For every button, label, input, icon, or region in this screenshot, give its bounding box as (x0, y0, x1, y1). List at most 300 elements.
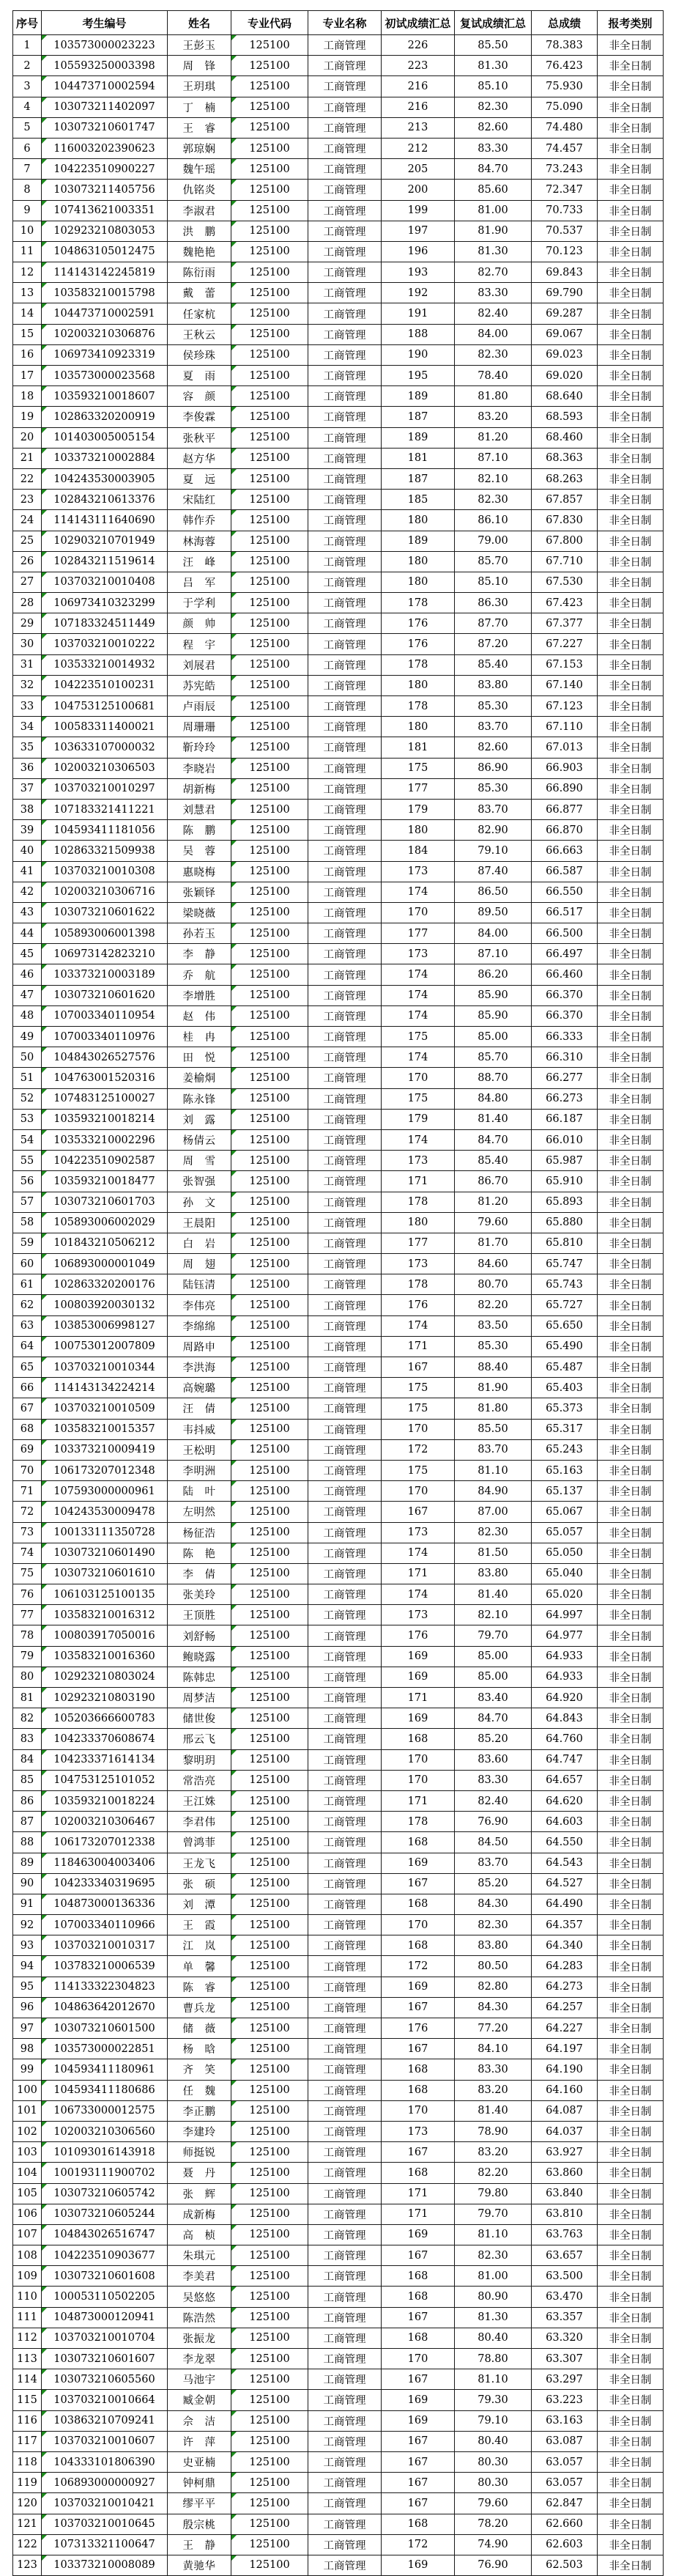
cell-index: 28 (13, 593, 42, 613)
cell-major-name: 工商管理 (308, 1357, 382, 1378)
cell-total-score: 64.490 (532, 1894, 598, 1914)
cell-name: 李美君 (168, 2266, 231, 2287)
cell-major-code: 125100 (231, 717, 308, 737)
cell-index: 87 (13, 1812, 42, 1832)
cell-major-name: 工商管理 (308, 1770, 382, 1790)
cell-major-code: 125100 (231, 1315, 308, 1336)
cell-candidate-id: 103703210010308 (42, 861, 168, 882)
table-row (13, 778, 664, 799)
cell-category: 非全日制 (598, 1192, 664, 1212)
cell-major-name: 工商管理 (308, 1336, 382, 1357)
cell-category: 非全日制 (598, 386, 664, 407)
cell-major-code: 125100 (231, 2059, 308, 2080)
cell-initial-score: 199 (382, 200, 455, 221)
cell-initial-score: 170 (382, 902, 455, 923)
cell-major-name: 工商管理 (308, 1027, 382, 1047)
green-corner-triangle-icon (42, 1295, 47, 1300)
cell-major-name: 工商管理 (308, 2018, 382, 2039)
cell-total-score: 66.277 (532, 1068, 598, 1088)
cell-retest-score: 79.70 (455, 1625, 532, 1646)
green-corner-triangle-icon (231, 1440, 237, 1445)
cell-total-score: 64.283 (532, 1956, 598, 1977)
cell-major-code: 125100 (231, 1068, 308, 1088)
cell-retest-score: 82.40 (455, 303, 532, 324)
cell-name: 洪 鹏 (168, 221, 231, 241)
table-row (13, 2514, 664, 2534)
cell-name: 陈浩然 (168, 2307, 231, 2328)
cell-major-code: 125100 (231, 2390, 308, 2410)
cell-name: 王江姝 (168, 1790, 231, 1811)
cell-retest-score: 83.40 (455, 1688, 532, 1708)
green-corner-triangle-icon (42, 2493, 47, 2498)
cell-major-name: 工商管理 (308, 2514, 382, 2534)
table-row (13, 2080, 664, 2100)
green-corner-triangle-icon (231, 1543, 237, 1549)
cell-index: 56 (13, 1171, 42, 1192)
cell-category: 非全日制 (598, 2555, 664, 2575)
cell-major-code: 125100 (231, 2121, 308, 2141)
cell-name: 李晓岩 (168, 758, 231, 778)
cell-total-score: 69.023 (532, 344, 598, 365)
cell-name: 杨 晗 (168, 2039, 231, 2059)
cell-retest-score: 84.70 (455, 159, 532, 180)
table-row (13, 2328, 664, 2348)
cell-category: 非全日制 (598, 1956, 664, 1977)
cell-candidate-id: 103583210015798 (42, 283, 168, 303)
green-corner-triangle-icon (231, 986, 237, 991)
cell-initial-score: 178 (382, 696, 455, 717)
table-row (13, 1522, 664, 1543)
cell-retest-score: 81.90 (455, 221, 532, 241)
cell-major-code: 125100 (231, 262, 308, 283)
cell-initial-score: 180 (382, 820, 455, 841)
cell-category: 非全日制 (598, 510, 664, 531)
cell-retest-score: 83.80 (455, 675, 532, 695)
cell-index: 7 (13, 159, 42, 180)
cell-name: 李正鹏 (168, 2100, 231, 2121)
cell-major-code: 125100 (231, 2493, 308, 2514)
cell-name: 郭琼娴 (168, 138, 231, 158)
cell-category: 非全日制 (598, 2039, 664, 2059)
green-corner-triangle-icon (231, 2122, 237, 2127)
cell-major-code: 125100 (231, 964, 308, 985)
cell-major-name: 工商管理 (308, 56, 382, 76)
cell-major-name: 工商管理 (308, 675, 382, 695)
cell-major-name: 工商管理 (308, 510, 382, 531)
cell-name: 靳玲玲 (168, 737, 231, 758)
green-corner-triangle-icon (231, 2432, 237, 2437)
green-corner-triangle-icon (231, 1420, 237, 1425)
cell-total-score: 64.620 (532, 1790, 598, 1811)
cell-retest-score: 87.70 (455, 613, 532, 634)
green-corner-triangle-icon (231, 779, 237, 784)
cell-candidate-id: 103073210601490 (42, 1543, 168, 1563)
cell-candidate-id: 105203666600783 (42, 1708, 168, 1729)
cell-name: 张秋平 (168, 427, 231, 448)
cell-name: 吴 蓉 (168, 841, 231, 861)
green-corner-triangle-icon (42, 1956, 47, 1961)
cell-name: 宋陆红 (168, 490, 231, 510)
green-corner-triangle-icon (42, 1750, 47, 1755)
cell-major-name: 工商管理 (308, 2204, 382, 2224)
cell-major-code: 125100 (231, 1688, 308, 1708)
cell-retest-score: 79.00 (455, 531, 532, 551)
cell-category: 非全日制 (598, 1419, 664, 1439)
green-corner-triangle-icon (42, 1213, 47, 1218)
cell-candidate-id: 100053110502205 (42, 2287, 168, 2307)
cell-initial-score: 169 (382, 1853, 455, 1873)
cell-major-name: 工商管理 (308, 778, 382, 799)
cell-retest-score: 83.30 (455, 2059, 532, 2080)
cell-total-score: 66.663 (532, 841, 598, 861)
cell-candidate-id: 103703210010408 (42, 572, 168, 592)
cell-index: 21 (13, 448, 42, 468)
cell-total-score: 66.517 (532, 902, 598, 923)
cell-retest-score: 78.90 (455, 2121, 532, 2141)
green-corner-triangle-icon (231, 655, 237, 660)
cell-candidate-id: 103703210010664 (42, 2390, 168, 2410)
table-row (13, 1171, 664, 1192)
cell-major-name: 工商管理 (308, 180, 382, 200)
score-table-sheet (12, 10, 664, 2576)
cell-total-score: 65.040 (532, 1563, 598, 1584)
cell-initial-score: 167 (382, 1502, 455, 1522)
cell-candidate-id: 103703210010645 (42, 2514, 168, 2534)
cell-name: 陈韩忠 (168, 1667, 231, 1687)
cell-name: 汪 倩 (168, 1398, 231, 1419)
cell-category: 非全日制 (598, 407, 664, 427)
table-row (13, 1460, 664, 1480)
cell-major-code: 125100 (231, 2142, 308, 2163)
cell-index: 83 (13, 1729, 42, 1749)
green-corner-triangle-icon (42, 1605, 47, 1610)
cell-category: 非全日制 (598, 1336, 664, 1357)
cell-major-name: 工商管理 (308, 1460, 382, 1480)
cell-major-name: 工商管理 (308, 1708, 382, 1729)
table-row (13, 841, 664, 861)
cell-initial-score: 174 (382, 1543, 455, 1563)
cell-initial-score: 173 (382, 1522, 455, 1543)
cell-name: 高 桢 (168, 2224, 231, 2245)
cell-total-score: 63.860 (532, 2163, 598, 2183)
cell-name: 张 硕 (168, 1873, 231, 1894)
cell-candidate-id: 102003210306716 (42, 882, 168, 902)
green-corner-triangle-icon (42, 407, 47, 412)
cell-name: 胡新梅 (168, 778, 231, 799)
table-row (13, 2266, 664, 2287)
cell-category: 非全日制 (598, 2204, 664, 2224)
cell-major-name: 工商管理 (308, 964, 382, 985)
green-corner-triangle-icon (231, 35, 237, 40)
cell-category: 非全日制 (598, 448, 664, 468)
green-corner-triangle-icon (42, 1378, 47, 1383)
cell-category: 非全日制 (598, 97, 664, 117)
green-corner-triangle-icon (42, 1274, 47, 1280)
table-row (13, 531, 664, 551)
green-corner-triangle-icon (42, 1502, 47, 1507)
cell-category: 非全日制 (598, 1605, 664, 1625)
cell-name: 韩作乔 (168, 510, 231, 531)
green-corner-triangle-icon (42, 882, 47, 887)
column-header-category: 报考类别 (598, 11, 664, 35)
green-corner-triangle-icon (42, 1584, 47, 1590)
green-corner-triangle-icon (42, 97, 47, 103)
cell-candidate-id: 102903210701949 (42, 531, 168, 551)
cell-name: 张 辉 (168, 2183, 231, 2204)
cell-name: 周 翅 (168, 1254, 231, 1274)
cell-initial-score: 180 (382, 510, 455, 531)
green-corner-triangle-icon (231, 1935, 237, 1941)
cell-major-name: 工商管理 (308, 1233, 382, 1253)
cell-major-code: 125100 (231, 448, 308, 468)
cell-major-name: 工商管理 (308, 2163, 382, 2183)
table-row (13, 344, 664, 365)
cell-retest-score: 78.80 (455, 2349, 532, 2369)
cell-retest-score: 83.50 (455, 1315, 532, 1336)
cell-candidate-id: 102003210306560 (42, 2121, 168, 2141)
cell-retest-score: 82.30 (455, 97, 532, 117)
cell-major-code: 125100 (231, 427, 308, 448)
green-corner-triangle-icon (42, 56, 47, 61)
cell-major-code: 125100 (231, 1873, 308, 1894)
cell-category: 非全日制 (598, 427, 664, 448)
cell-index: 45 (13, 944, 42, 964)
cell-retest-score: 84.30 (455, 1997, 532, 2018)
green-corner-triangle-icon (42, 180, 47, 185)
cell-index: 121 (13, 2514, 42, 2534)
green-corner-triangle-icon (42, 964, 47, 970)
cell-category: 非全日制 (598, 841, 664, 861)
cell-total-score: 68.263 (532, 468, 598, 489)
cell-total-score: 64.997 (532, 1605, 598, 1625)
green-corner-triangle-icon (42, 531, 47, 536)
table-row (13, 97, 664, 117)
cell-category: 非全日制 (598, 344, 664, 365)
cell-major-name: 工商管理 (308, 2142, 382, 2163)
cell-name: 魏艳艳 (168, 241, 231, 262)
green-corner-triangle-icon (231, 717, 237, 722)
cell-name: 姜榆烔 (168, 1068, 231, 1088)
green-corner-triangle-icon (231, 1233, 237, 1239)
cell-initial-score: 175 (382, 1088, 455, 1109)
cell-candidate-id: 102003210306467 (42, 1812, 168, 1832)
cell-candidate-id: 107313321100647 (42, 2534, 168, 2555)
table-row (13, 1047, 664, 1068)
cell-index: 29 (13, 613, 42, 634)
cell-category: 非全日制 (598, 2307, 664, 2328)
cell-category: 非全日制 (598, 1853, 664, 1873)
green-corner-triangle-icon (42, 1089, 47, 1094)
green-corner-triangle-icon (231, 593, 237, 598)
cell-major-code: 125100 (231, 2287, 308, 2307)
cell-category: 非全日制 (598, 654, 664, 675)
cell-major-name: 工商管理 (308, 1997, 382, 2018)
green-corner-triangle-icon (231, 1750, 237, 1755)
cell-initial-score: 171 (382, 1790, 455, 1811)
cell-category: 非全日制 (598, 200, 664, 221)
cell-retest-score: 83.80 (455, 1563, 532, 1584)
cell-retest-score: 85.10 (455, 76, 532, 97)
cell-candidate-id: 114143111640690 (42, 510, 168, 531)
cell-initial-score: 197 (382, 221, 455, 241)
cell-major-name: 工商管理 (308, 1502, 382, 1522)
cell-index: 43 (13, 902, 42, 923)
green-corner-triangle-icon (42, 1523, 47, 1528)
cell-candidate-id: 103703210010222 (42, 634, 168, 654)
cell-total-score: 66.903 (532, 758, 598, 778)
green-corner-triangle-icon (42, 1151, 47, 1156)
cell-candidate-id: 102923210803053 (42, 221, 168, 241)
green-corner-triangle-icon (231, 882, 237, 887)
cell-retest-score: 83.30 (455, 138, 532, 158)
cell-major-name: 工商管理 (308, 407, 382, 427)
table-row (13, 2204, 664, 2224)
cell-total-score: 65.490 (532, 1336, 598, 1357)
cell-initial-score: 192 (382, 283, 455, 303)
cell-total-score: 66.370 (532, 1005, 598, 1026)
cell-candidate-id: 104763001520316 (42, 1068, 168, 1088)
cell-total-score: 78.383 (532, 35, 598, 56)
cell-major-name: 工商管理 (308, 1812, 382, 1832)
cell-category: 非全日制 (598, 944, 664, 964)
cell-major-code: 125100 (231, 180, 308, 200)
green-corner-triangle-icon (42, 1192, 47, 1197)
cell-category: 非全日制 (598, 1646, 664, 1667)
table-row (13, 1315, 664, 1336)
cell-name: 佘 洁 (168, 2410, 231, 2431)
cell-candidate-id: 104863105012475 (42, 241, 168, 262)
cell-retest-score: 84.00 (455, 324, 532, 344)
green-corner-triangle-icon (231, 510, 237, 515)
cell-index: 1 (13, 35, 42, 56)
cell-retest-score: 79.70 (455, 2204, 532, 2224)
green-corner-triangle-icon (231, 1915, 237, 1920)
green-corner-triangle-icon (42, 510, 47, 515)
cell-major-code: 125100 (231, 97, 308, 117)
table-row (13, 2059, 664, 2080)
cell-major-code: 125100 (231, 841, 308, 861)
cell-major-code: 125100 (231, 1171, 308, 1192)
green-corner-triangle-icon (231, 159, 237, 164)
cell-category: 非全日制 (598, 2328, 664, 2348)
green-corner-triangle-icon (42, 779, 47, 784)
cell-retest-score: 79.60 (455, 2493, 532, 2514)
cell-total-score: 64.843 (532, 1708, 598, 1729)
cell-major-code: 125100 (231, 2534, 308, 2555)
table-row (13, 675, 664, 695)
cell-major-code: 125100 (231, 35, 308, 56)
cell-name: 王 霞 (168, 1915, 231, 1935)
table-row (13, 1129, 664, 1150)
cell-total-score: 65.893 (532, 1192, 598, 1212)
cell-name: 邢云飞 (168, 1729, 231, 1749)
cell-retest-score: 82.60 (455, 737, 532, 758)
cell-total-score: 64.550 (532, 1832, 598, 1853)
cell-candidate-id: 104223510902587 (42, 1151, 168, 1171)
cell-total-score: 63.840 (532, 2183, 598, 2204)
cell-retest-score: 81.40 (455, 1584, 532, 1605)
cell-category: 非全日制 (598, 2410, 664, 2431)
table-row (13, 882, 664, 902)
cell-initial-score: 175 (382, 1378, 455, 1398)
cell-index: 25 (13, 531, 42, 551)
cell-retest-score: 81.20 (455, 1192, 532, 1212)
cell-major-code: 125100 (231, 1295, 308, 1315)
cell-major-name: 工商管理 (308, 696, 382, 717)
cell-total-score: 76.423 (532, 56, 598, 76)
table-row (13, 1667, 664, 1687)
green-corner-triangle-icon (231, 1832, 237, 1837)
cell-candidate-id: 104233370608674 (42, 1729, 168, 1749)
cell-name: 黄驰华 (168, 2555, 231, 2575)
cell-candidate-id: 103593210018607 (42, 386, 168, 407)
cell-candidate-id: 103073210601608 (42, 2266, 168, 2287)
cell-major-code: 125100 (231, 1005, 308, 1026)
cell-total-score: 63.320 (532, 2328, 598, 2348)
cell-major-name: 工商管理 (308, 1129, 382, 1150)
cell-major-name: 工商管理 (308, 1749, 382, 1770)
column-header-initial-score: 初试成绩汇总 (382, 11, 455, 35)
cell-name: 杨征浩 (168, 1522, 231, 1543)
green-corner-triangle-icon (42, 923, 47, 929)
cell-initial-score: 180 (382, 1212, 455, 1233)
cell-initial-score: 168 (382, 2514, 455, 2534)
green-corner-triangle-icon (231, 2535, 237, 2540)
green-corner-triangle-icon (42, 221, 47, 226)
cell-name: 陆 叶 (168, 1481, 231, 1502)
table-row (13, 2431, 664, 2451)
cell-index: 59 (13, 1233, 42, 1253)
table-row (13, 1832, 664, 1853)
green-corner-triangle-icon (231, 1110, 237, 1115)
table-row (13, 944, 664, 964)
cell-name: 刘展君 (168, 654, 231, 675)
green-corner-triangle-icon (42, 1420, 47, 1425)
cell-index: 98 (13, 2039, 42, 2059)
cell-major-code: 125100 (231, 1605, 308, 1625)
table-row (13, 593, 664, 613)
cell-candidate-id: 103073210605244 (42, 2204, 168, 2224)
cell-category: 非全日制 (598, 799, 664, 819)
cell-major-name: 工商管理 (308, 1729, 382, 1749)
cell-index: 26 (13, 551, 42, 572)
cell-major-code: 125100 (231, 2266, 308, 2287)
cell-category: 非全日制 (598, 138, 664, 158)
cell-name: 刘慧君 (168, 799, 231, 819)
cell-major-name: 工商管理 (308, 2451, 382, 2472)
cell-category: 非全日制 (598, 593, 664, 613)
cell-candidate-id: 106733000012575 (42, 2100, 168, 2121)
cell-category: 非全日制 (598, 2018, 664, 2039)
cell-name: 朱琪元 (168, 2245, 231, 2266)
cell-category: 非全日制 (598, 1254, 664, 1274)
cell-index: 64 (13, 1336, 42, 1357)
cell-retest-score: 79.80 (455, 2183, 532, 2204)
cell-index: 24 (13, 510, 42, 531)
cell-candidate-id: 103073210601610 (42, 1563, 168, 1584)
cell-major-name: 工商管理 (308, 2493, 382, 2514)
cell-category: 非全日制 (598, 1584, 664, 1605)
cell-name: 周 锋 (168, 56, 231, 76)
table-row (13, 56, 664, 76)
cell-total-score: 67.110 (532, 717, 598, 737)
cell-major-name: 工商管理 (308, 1378, 382, 1398)
table-row (13, 1790, 664, 1811)
cell-major-name: 工商管理 (308, 2100, 382, 2121)
cell-category: 非全日制 (598, 221, 664, 241)
cell-candidate-id: 107183321411221 (42, 799, 168, 819)
cell-category: 非全日制 (598, 1439, 664, 1460)
